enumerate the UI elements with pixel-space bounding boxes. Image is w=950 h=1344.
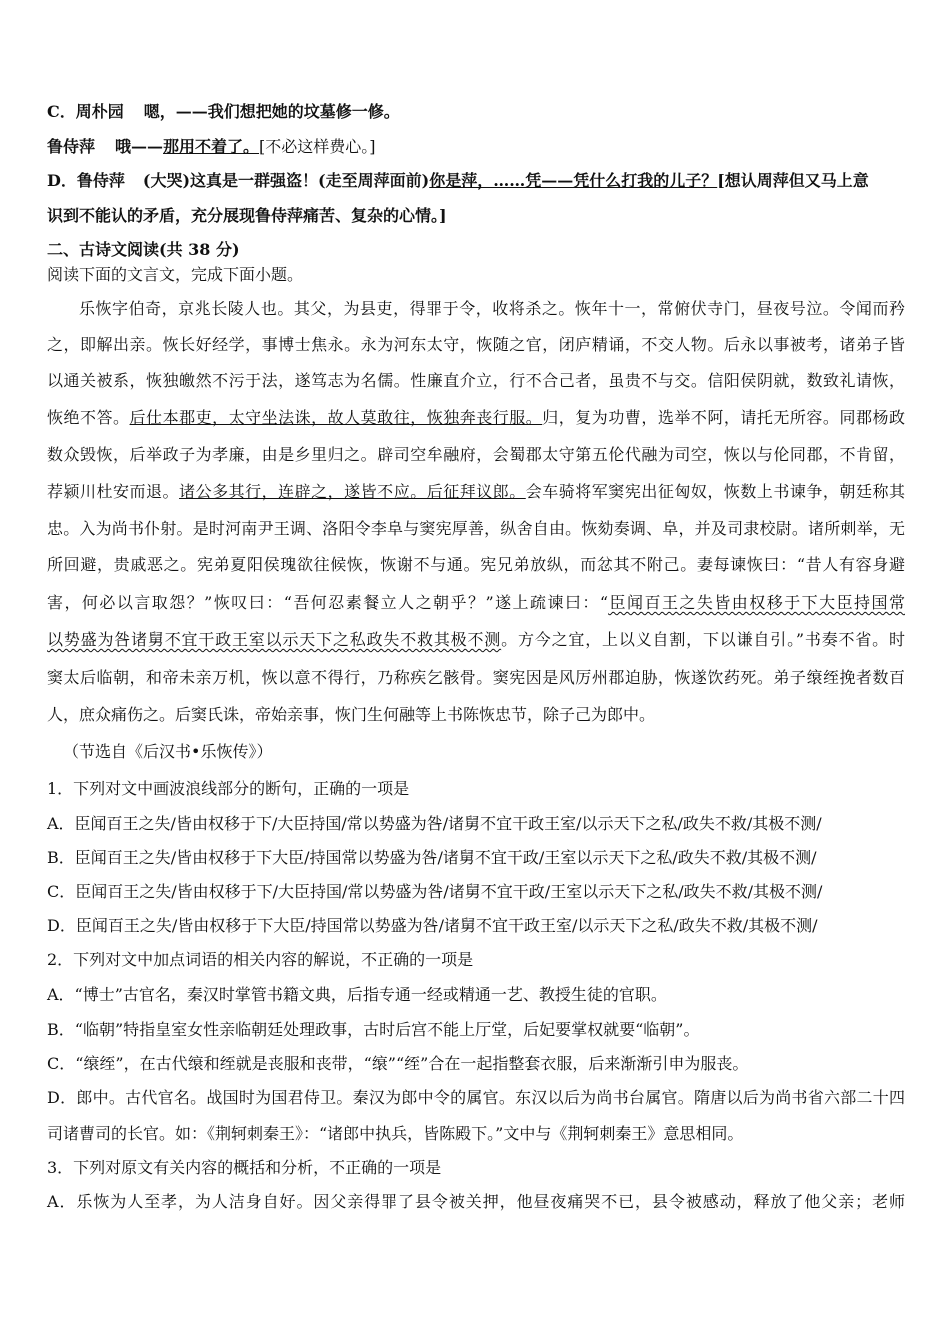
question-2-option-d-cont: 司诸曹司的长官。如：《荆轲刺秦王》：“诸郎中执兵，皆陈殿下。”文中与《荆轲刺秦王》意思相同。: [47, 1124, 744, 1143]
underlined-sentence: 后仕本郡吏，太守坐法诛，故人莫敢往，恢独奔丧行服。: [129, 408, 543, 427]
text-span: 荐颍川杜安而退。: [47, 482, 180, 501]
annotation-note: [不必这样费心。]: [259, 137, 376, 156]
section-title: 二、古诗文阅读(共 38 分): [47, 240, 240, 259]
question-2-option-c: C．“缞绖”，在古代缞和绖就是丧服和丧带，“缞”“绖”合在一起指整套衣服，后来渐渐引申为服丧。: [47, 1054, 749, 1073]
question-2-option-a: A．“博士”古官名，秦汉时掌管书籍文典，后指专通一经或精通一艺、教授生徒的官职。: [47, 985, 667, 1004]
passage-line-4: [47, 407, 905, 429]
passage-line-7: 忠。入为尚书仆射。是时河南尹王调、洛阳令李阜与窦宪厚善，纵舍自由。恢劾奏调、阜，并及司隶校尉。诸所刺举，无: [47, 519, 905, 538]
option-d-continuation: [47, 205, 950, 227]
wavy-underlined-text: 以势盛为咎诸舅不宜干政王室以示天下之私政失不救其极不测: [47, 630, 502, 649]
speaker-lu-shiping: 鲁侍萍: [47, 137, 96, 156]
question-3-option-a: A．乐恢为人至孝，为人洁身自好。因父亲得罪了县令被关押，他昼夜痛哭不已，县令被感动，释放了他父亲；老师: [47, 1192, 905, 1211]
passage-line-2: 之，即解出亲。恢长好经学，事博士焦永。永为河东太守，恢随之官，闭庐精诵，不交人物。后永以事被考，诸弟子皆: [47, 335, 905, 354]
stage-direction-text: (大哭)这真是一群强盗！(走至周萍面前): [142, 171, 430, 190]
passage-line-9: [47, 592, 905, 614]
speaker-lu-shiping: 鲁侍萍: [76, 171, 125, 190]
option-d-label: D．: [47, 171, 77, 190]
section-intro: 阅读下面的文言文，完成下面小题。: [47, 265, 304, 284]
question-1-option-a: A．臣闻百王之失/皆由权移于下/大臣持国/常以势盛为咎/诸舅不宜干政王室/以示天下之私/政失不救/其极不测/: [47, 814, 822, 833]
question-2-option-b: B．“临朝”特指皇室女性亲临朝廷处理政事，古时后宫不能上厅堂，后妃要掌权就要“临朝”。: [47, 1020, 700, 1039]
question-1-option-d: D．臣闻百王之失/皆由权移于下大臣/持国常以势盛为咎/诸舅不宜干政王室/以示天下之私/政失不救/其极不测/: [47, 916, 818, 935]
question-3-stem: 3．下列对原文有关内容的概括和分析，不正确的一项是: [47, 1158, 442, 1177]
passage-line-1: 乐恢字伯奇，京兆长陵人也。其父，为县吏，得罪于令，收将杀之。恢年十一，常俯伏寺门，昼夜号泣。令闻而矜: [79, 299, 905, 318]
text-span: 。方今之宜，上以义自割，下以谦自引。”书奏不省。时: [501, 630, 905, 649]
question-1-stem: 1．下列对文中画波浪线部分的断句，正确的一项是: [47, 779, 410, 798]
passage-source: （节选自《后汉书•乐恢传》）: [63, 742, 273, 761]
question-2-option-d: D．郎中。古代官名。战国时为国君侍卫。秦汉为郎中令的属官。东汉以后为尚书台属官。隋唐以后为尚书省六部二十四: [47, 1088, 905, 1107]
text-span: 恢绝不答。: [47, 408, 130, 427]
speaker-zhou-puyuan: 周朴园: [75, 102, 124, 121]
passage-line-6: [47, 481, 905, 503]
text-span: 归，复为功曹，选举不阿，请托无所容。同郡杨政: [542, 408, 905, 427]
option-c-reply-line: [47, 136, 950, 158]
annotation-note-end: 识到不能认的矛盾，充分展现鲁侍萍痛苦、复杂的心情。]: [47, 206, 447, 225]
question-1-option-b: B．臣闻百王之失/皆由权移于下大臣/持国常以势盛为咎/诸舅不宜干政/王室以示天下之私/政失不救/其极不测/: [47, 848, 817, 867]
dialogue-prefix: 哦——: [115, 137, 164, 156]
text-span: 会车骑将军窦宪出征匈奴，恢数上书谏争，朝廷称其: [525, 482, 905, 501]
option-c-line: [47, 101, 950, 123]
wavy-underlined-text: 臣闻百王之失皆由权移于下大臣持国常: [608, 593, 905, 612]
question-1-option-c: C．臣闻百王之失/皆由权移于下/大臣持国/常以势盛为咎/诸舅不宜干政/王室以示天下之私/政失不救/其极不测/: [47, 882, 823, 901]
passage-line-5: 数众毁恢，后举政子为孝廉，由是乡里归之。辟司空牟融府，会蜀郡太守第五伦代融为司空，恢以与伦同郡，不肯留，: [47, 445, 905, 464]
passage-line-11: 窦太后临朝，和帝未亲万机，恢以意不得行，乃称疾乞骸骨。窦宪因是风厉州郡迫胁，恢遂饮药死。弟子缞绖挽者数百: [47, 668, 905, 687]
question-2-stem: 2．下列对文中加点词语的相关内容的解说，不正确的一项是: [47, 950, 474, 969]
option-d-line: [47, 170, 950, 192]
passage-line-12: 人，庶众痛伤之。后窦氏诛，帝始亲事，恢门生何融等上书陈恢忠节，除子己为郎中。: [47, 705, 656, 724]
passage-line-10: [47, 629, 905, 651]
underlined-sentence: 诸公多其行，连辟之，遂皆不应。后征拜议郎。: [179, 482, 526, 501]
passage-line-3: 以通关被系，恢独皦然不污于法，遂笃志为名儒。性廉直介立，行不合己者，虽贵不与交。信阳侯阴就，数致礼请恢，: [47, 371, 905, 390]
underlined-dialogue: 你是萍，……凭——凭什么打我的儿子？: [429, 171, 718, 190]
underlined-dialogue: 那用不着了。: [163, 137, 260, 156]
dialogue-line: 嗯，——我们想把她的坟墓修一修。: [143, 102, 400, 121]
annotation-note: [想认周萍但又马上意: [717, 171, 869, 190]
passage-line-8: 所回避，贵戚恶之。宪弟夏阳侯瑰欲往候恢，恢谢不与通。宪兄弟放纵，而忿其不附己。妻每谏恢曰：“昔人有容身避: [47, 555, 905, 574]
option-c-label: C．: [47, 102, 76, 121]
text-span: 害，何必以言取怨？”恢叹曰：“吾何忍素餐立人之朝乎？”遂上疏谏曰：“: [47, 593, 609, 612]
